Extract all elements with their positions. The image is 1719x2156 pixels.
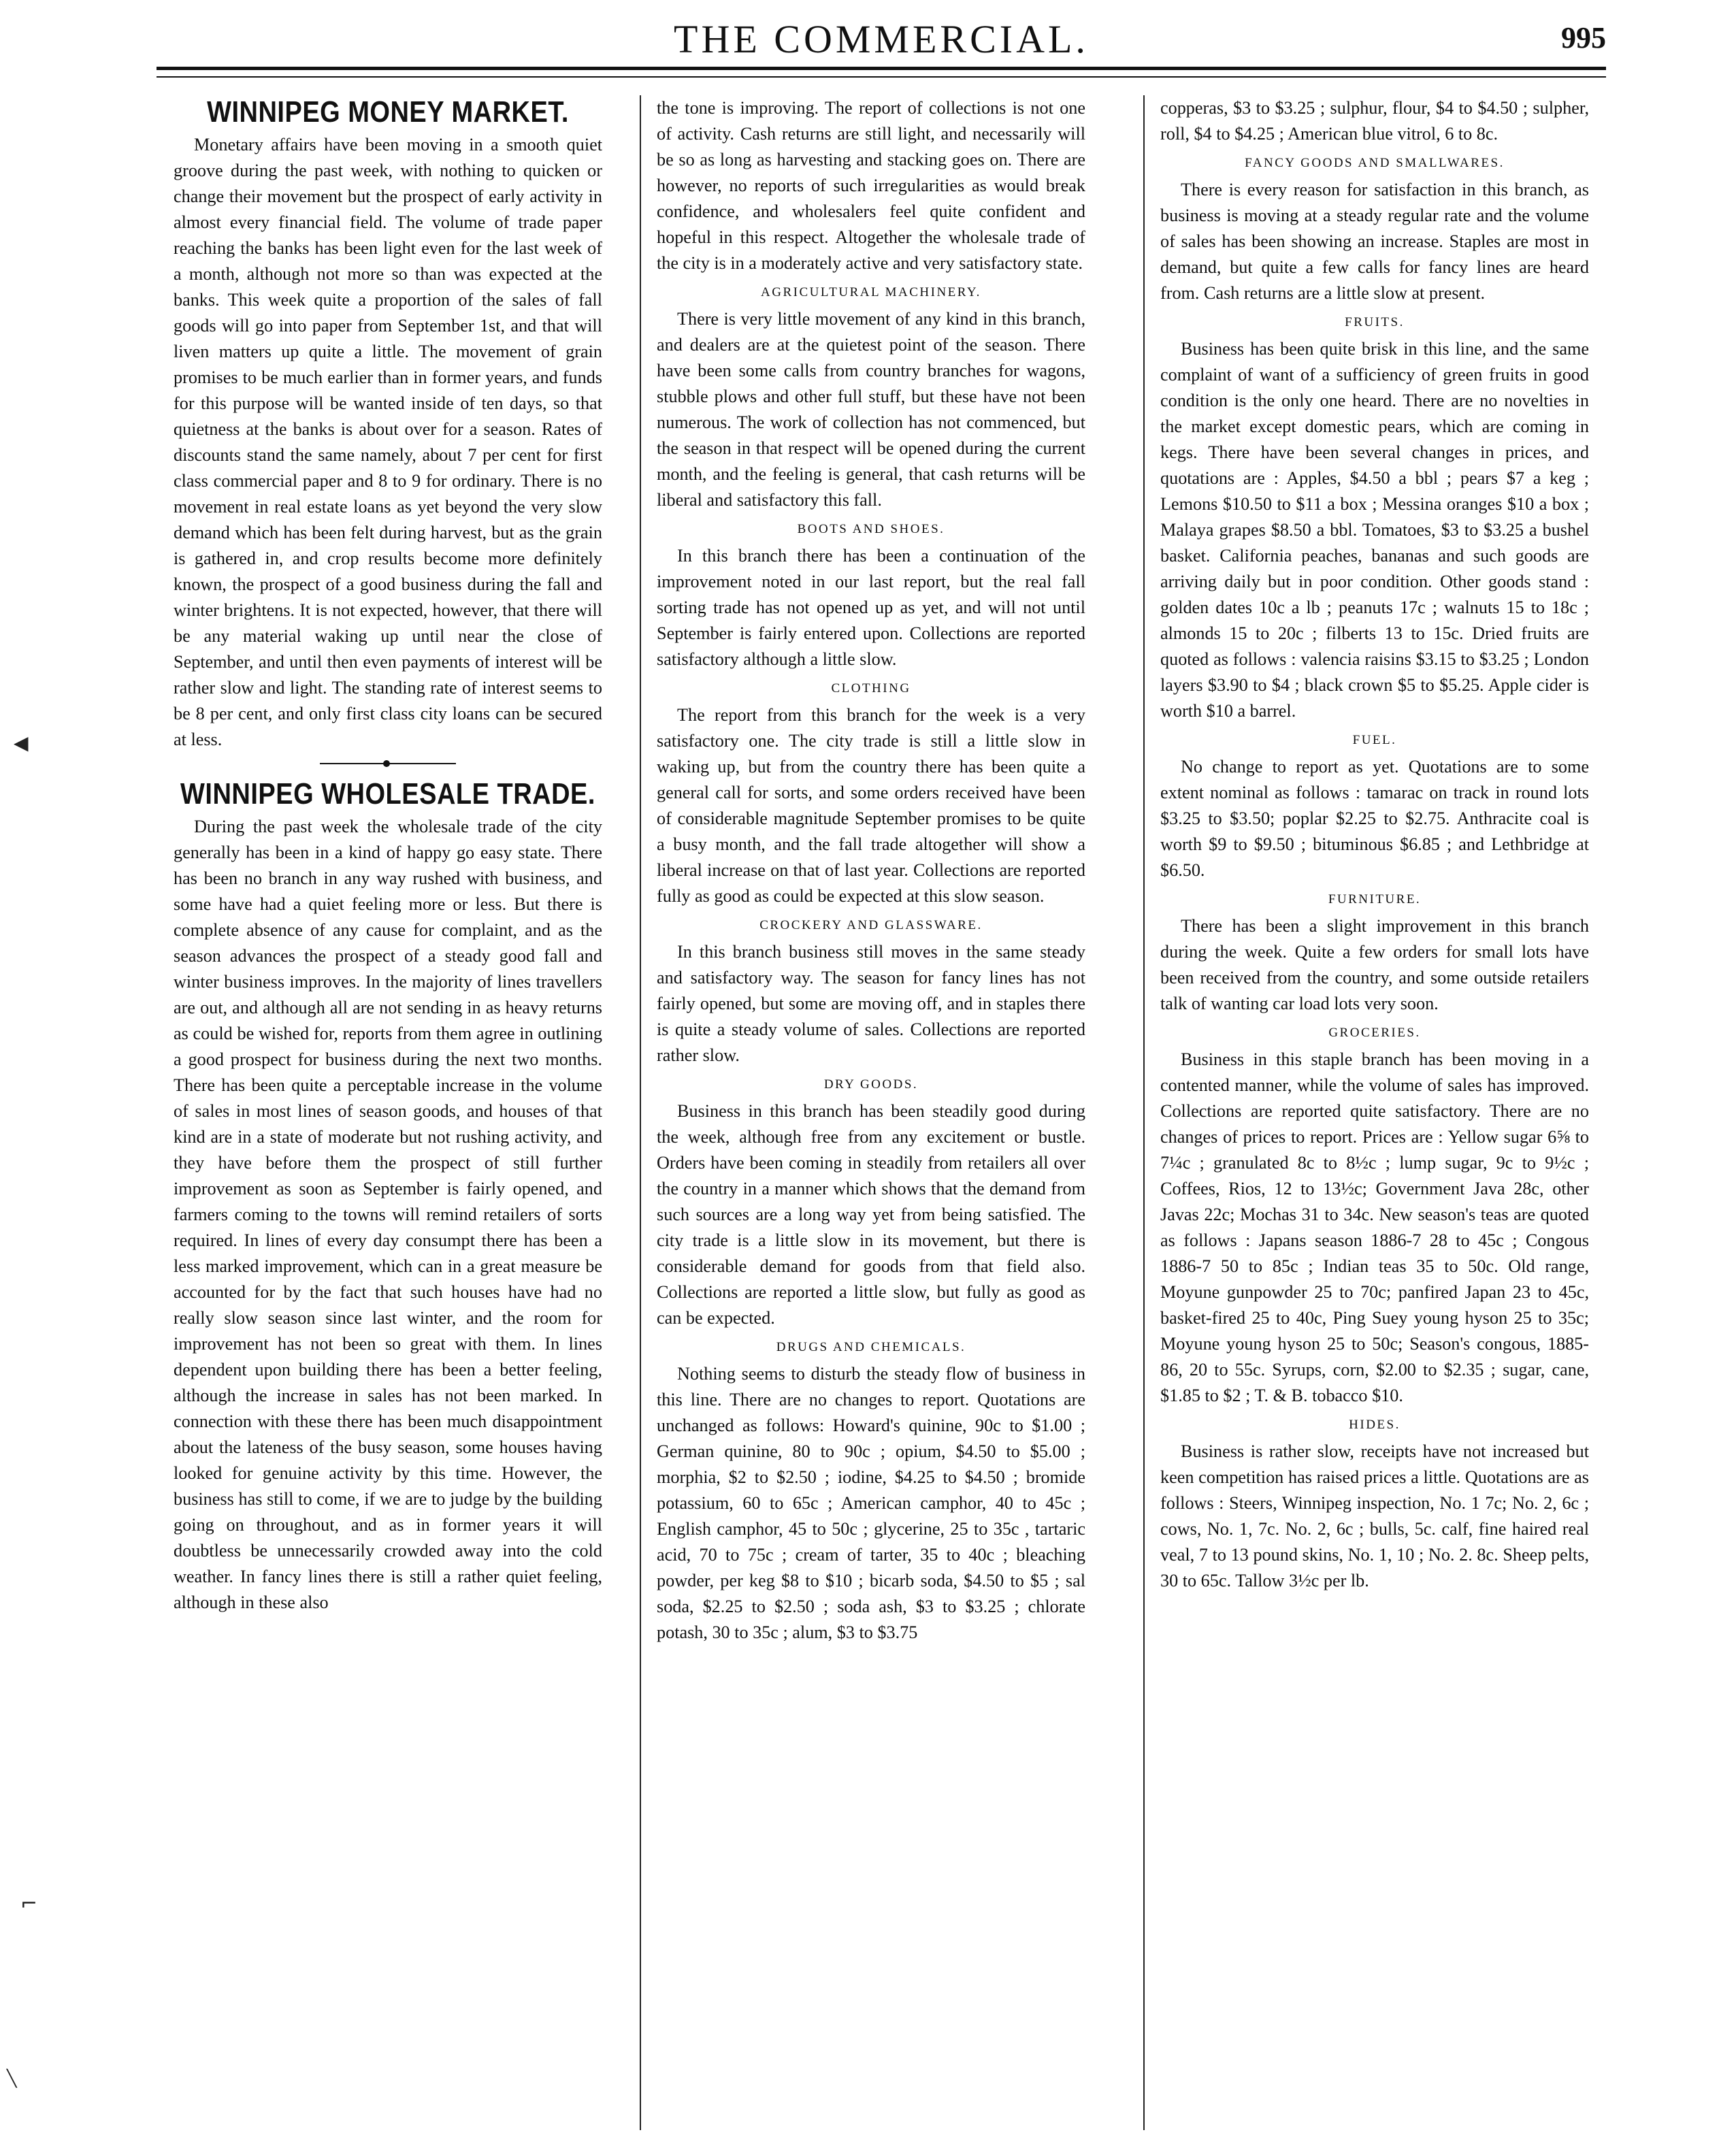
subheading-fruits: FRUITS. [1345,315,1405,329]
subheading-hides: HIDES. [1349,1418,1401,1432]
subheading-fuel: FUEL. [1352,733,1397,747]
column-3 [1160,95,1589,1594]
page-number: 995 [1561,21,1606,54]
subheading-clothing: CLOTHING [831,681,911,696]
dry-goods-paragraph: Business in this branch has been steadily good during the week, although free from any excitement or bustle. Orders have been coming in steadily from retailers all over the country in a manner which shows that the demand from such sources are a long way yet from being satisfied. The city trade is a little slow in its movement, but there is considerable demand for goods from that field also. Collections are reported a little slow, but fully as good as can be expected. [657,1101,1085,1328]
newspaper-title: THE COMMERCIAL. [674,17,1089,61]
furniture-paragraph: There has been a slight improvement in this branch during the week. Quite a few orders for small lots have been received from the country, and some outside retailers talk of wanting car load lots very soon. [1160,916,1589,1013]
section-heading-wholesale-trade: WINNIPEG WHOLESALE TRADE. [180,777,595,811]
groceries-paragraph: Business in this staple branch has been moving in a contented manner, while the volume of sales has improved. Collections are reported quite satisfactory. There are no changes of prices to report. Prices are : Yellow sugar 6⅝ to 7¼c ; granulated 8c to 8½c ; lump sugar, 9c to 9½c ; Coffees, Rios, 12 to 13½c; Government Java 28c, other Javas 22c; Mochas 31 to 34c. New season's teas are quoted as follows : Japans season 1886-7 28 to 45c ; Congous 1886-7 50 to 85c ; Indian teas 35 to 50c. Old range, Moyune gunpowder 25 to 70c; panfired Japan 23 to 45c, basket-fired 25 to 40c, Ping Suey young hyson 25 to 35c; Moyune young hyson 25 to 50c; Season's congous, 1885-86, 20 to 55c. Syrups, corn, $2.00 to $2.35 ; sugar, cane, $1.85 to $2 ; T. & B. tobacco $10. [1160,1049,1589,1405]
masthead-rule-thick [157,67,1606,70]
subheading-fancy-goods: FANCY GOODS AND SMALLWARES. [1245,156,1505,170]
column-divider-2 [1143,95,1145,2130]
hides-paragraph: Business is rather slow, receipts have not increased but keen competition has raised prices a little. Quotations are as follows : Steers, Winnipeg inspection, No. 1 7c; No. 2, 6c ; cows, No. 1, 7c. No. 2, 6c ; bulls, 5c. calf, fine haired real veal, 7 to 13 pound skins, No. 1, 10 ; No. 2. 8c. Sheep pelts, 30 to 65c. Tallow 3½c per lb. [1160,1441,1589,1590]
margin-scratch-mark: ⌐ [20,1892,38,1916]
masthead [157,15,1606,69]
subheading-dry-goods: DRY GOODS. [823,1077,919,1092]
clothing-paragraph: The report from this branch for the week is a very satisfactory one. The city trade is still a little slow in waking up, but from the country there has been quite a general call for sorts, and some orders received have been of considerable magnitude September promises to be quite a busy month, and the fall trade altogether will show a liberal increase on that of last year. Collections are reported fully as good as could be expected at this slow season. [657,705,1085,906]
margin-arrow-mark: ◀ [14,732,29,754]
section-divider [174,760,602,768]
subheading-boots-and-shoes: BOOTS AND SHOES. [797,522,945,536]
masthead-rule-thin [157,76,1606,78]
wholesale-continued-paragraph: the tone is improving. The report of collections is not one of activity. Cash returns are still light, and necessarily will be so as long as harvesting and stacking goes on. There are however, no reports of such irregularities as would break confidence, and wholesalers feel quite confident and hopeful in this respect. Altogether the wholesale trade of the city is in a moderately active and very satisfactory state. [657,98,1085,273]
fruits-paragraph: Business has been quite brisk in this line, and the same complaint of want of a sufficiency of green fruits in good condition is the only one heard. There are no novelties in the market except domestic pears, which are coming in kegs. There have been several changes in prices, and quotations are : Apples, $4.50 a bbl ; pears $7 a keg ; Lemons $10.50 to $11 a box ; Messina oranges $10 a box ; Malaya grapes $8.50 a bbl. Tomatoes, $3 to $3.25 a bushel basket. California peaches, bananas and such goods are arriving daily but in poor condition. Other goods stand : golden dates 10c a lb ; peanuts 17c ; walnuts 15 to 18c ; almonds 15 to 20c ; filberts 13 to 15c. Dried fruits are quoted as follows : valencia raisins $3.15 to $3.25 ; London layers $3.90 to $4 ; black crown $5 to $5.25. Apple cider is worth $10 a barrel. [1160,339,1589,721]
wholesale-trade-paragraph: During the past week the wholesale trade of the city generally has been in a kind of happy go easy state. There has been no branch in any way rushed with business, and some have had a quiet feeling more or less. But there is complete absence of any cause for complaint, and as the season advances the prospect of a steady good fall and winter business improves. In the majority of lines travellers are out, and although all are not sending in as heavy returns as could be wished for, reports from them agree in outlining a good prospect for business during the next two months. There has been quite a perceptable increase in the volume of sales in most lines of season goods, and houses of that kind are in a state of moderate but not rushing activity, and they have before them the prospect of still further improvement as soon as September is fairly opened, and farmers coming to the towns will remind retailers of sorts required. In lines of every day consumpt there has been a less marked improvement, which can in a great measure be accounted for by the fact that such houses have had no really slow season since last winter, and the room for improvement has not been so great with them. In lines dependent upon building there has been a better feeling, although the increase in sales has not been marked. In connection with these there has been much disappointment about the lateness of the busy season, some houses having looked for genuine activity by this time. However, the business has still to come, if we are to judge by the building going on throughout, and as in former years it will doubtless be unnecessarily crowded away into the cold weather. In fancy lines there is still a rather quiet feeling, although in these also [174,817,602,1612]
column-1 [174,95,602,1616]
subheading-furniture: FURNITURE. [1328,892,1422,906]
margin-scratch-mark: ╲ [7,2069,17,2088]
column-divider-1 [640,95,641,2130]
drugs-continued-paragraph: copperas, $3 to $3.25 ; sulphur, flour, $4 to $4.50 ; sulpher, roll, $4 to $4.25 ; American blue vitrol, 6 to 8c. [1160,98,1589,144]
subheading-drugs-and-chemicals: DRUGS AND CHEMICALS. [776,1340,966,1354]
fancy-goods-paragraph: There is every reason for satisfaction in this branch, as business is moving at a steady regular rate and the volume of sales has been showing an increase. Staples are most in demand, but quite a few calls for fancy lines are heard from. Cash returns are a little slow at present. [1160,180,1589,303]
boots-and-shoes-paragraph: In this branch there has been a continuation of the improvement noted in our last report, but the real fall sorting trade has not opened up as yet, and will not until September is fairly entered upon. Collections are reported satisfactory although a little slow. [657,546,1085,669]
subheading-groceries: GROCERIES. [1328,1026,1421,1040]
subheading-crockery-and-glassware: CROCKERY AND GLASSWARE. [759,918,983,932]
fuel-paragraph: No change to report as yet. Quotations are to some extent nominal as follows : tamarac on track in round lots $3.25 to $3.50; poplar $2.25 to $2.75. Anthracite coal is worth $9 to $9.50 ; bituminous $6.85 ; and Lethbridge at $6.50. [1160,757,1589,880]
crockery-and-glassware-paragraph: In this branch business still moves in the same steady and satisfactory way. The season for fancy lines has not fairly opened, but some are moving off, and in staples there is quite a steady volume of sales. Collections are reported rather slow. [657,942,1085,1065]
subheading-agricultural-machinery: AGRICULTURAL MACHINERY. [761,285,981,299]
money-market-paragraph: Monetary affairs have been moving in a smooth quiet groove during the past week, with nothing to quicken or change their movement but the prospect of early activity in almost every financial field. The volume of trade paper reaching the banks has been light even for the last week of a month, although not more so than was expected at the banks. This week quite a proportion of the sales of fall goods will go into paper from September 1st, and that will liven matters up quite a little. The movement of grain promises to be much earlier than in former years, and funds for this purpose will be wanted inside of ten days, so that quietness at the banks is about over for a season. Rates of discounts stand the same namely, about 7 per cent for first class commercial paper and 8 to 9 for ordinary. There is no movement in real estate loans as yet beyond the very slow demand which has been felt during harvest, but as the grain is gathered in, and crop results become more definitely known, the prospect of a good business during the fall and winter brightens. It is not expected, however, that there will be any material waking up until near the close of September, and until then even payments of interest will be rather slow and light. The standing rate of interest seems to be 8 per cent, and only first class city loans can be secured at less. [174,135,602,749]
section-heading-money-market: WINNIPEG MONEY MARKET. [207,95,569,129]
drugs-and-chemicals-paragraph: Nothing seems to disturb the steady flow of business in this line. There are no changes to report. Quotations are unchanged as follows: Howard's quinine, 90c to $1.00 ; German quinine, 80 to 90c ; opium, $4.50 to $5.00 ; morphia, $2 to $2.50 ; iodine, $4.25 to $4.50 ; bromide potassium, 60 to 65c ; American camphor, 40 to 45c ; English camphor, 45 to 50c ; glycerine, 25 to 35c , tartaric acid, 70 to 75c ; cream of tarter, 35 to 40c ; bleaching powder, per keg $8 to $10 ; bicarb soda, $4.50 to $5 ; sal soda, $2.25 to $2.50 ; soda ash, $3 to $3.25 ; chlorate potash, 30 to 35c ; alum, $3 to $3.75 [657,1364,1085,1642]
column-2 [657,95,1085,1646]
agricultural-machinery-paragraph: There is very little movement of any kind in this branch, and dealers are at the quietest point of the season. There have been some calls from country branches for wagons, stubble plows and other full stuff, but these have not been numerous. The work of collection has not commenced, but the season in that respect will be opened during the current month, and the feeling is general, that cash returns will be liberal and satisfactory this fall. [657,309,1085,510]
